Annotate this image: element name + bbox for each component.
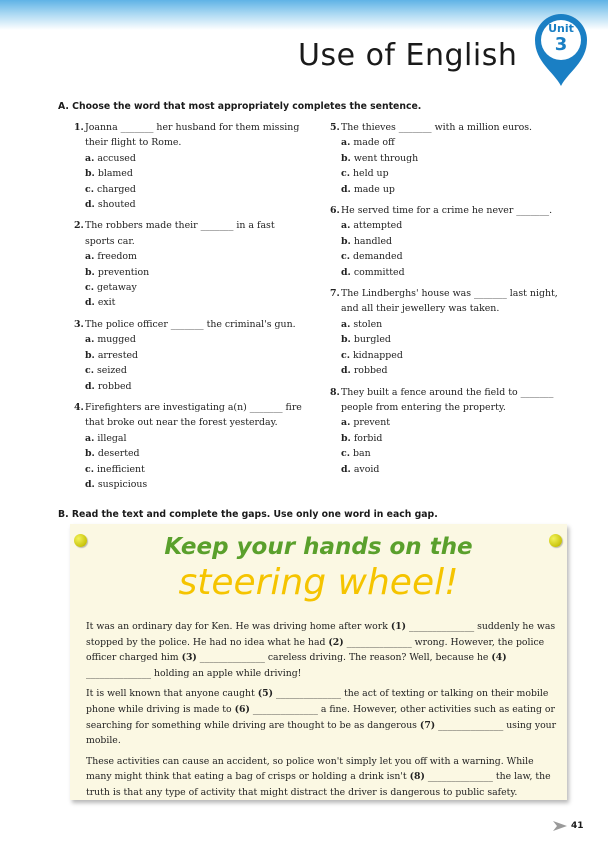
option-text: arrested: [97, 349, 139, 361]
answer-option: [74, 166, 306, 181]
option-text: went through: [353, 152, 419, 164]
question-stem: The thieves _______ with a million euros.: [341, 122, 533, 133]
question-number: 2.: [74, 220, 84, 232]
option-text: shouted: [97, 199, 136, 211]
option-letter: b.: [341, 235, 351, 247]
answer-option: [330, 462, 562, 477]
option-letter: d.: [85, 199, 95, 211]
option-text: inefficient: [96, 463, 145, 475]
question-item: [330, 120, 562, 197]
option-text: robbed: [97, 380, 132, 392]
answer-option: [74, 348, 306, 363]
answer-option: [74, 151, 306, 166]
option-text: forbid: [353, 432, 383, 444]
question-stem: He served time for a crime he never _______.: [341, 205, 553, 217]
text-segment: ______________ suddenly he was stopped by the police. He had no idea what he had: [86, 621, 556, 648]
option-text: robbed: [353, 365, 388, 377]
answer-option: [330, 151, 562, 166]
option-letter: a.: [85, 334, 95, 346]
question-stem: Joanna _______ her husband for them missing their flight to Rome.: [85, 122, 300, 149]
answer-option: [330, 249, 562, 264]
option-text: freedom: [97, 251, 137, 263]
option-text: kidnapped: [352, 349, 403, 361]
option-text: committed: [353, 266, 405, 278]
text-paragraph: [86, 686, 558, 748]
question-number: 1.: [74, 122, 84, 133]
answer-option: [74, 363, 306, 378]
gap-number: (6): [234, 703, 250, 715]
option-letter: a.: [85, 152, 95, 164]
option-letter: b.: [341, 152, 351, 164]
option-text: mugged: [97, 334, 136, 346]
question-item: [330, 385, 562, 477]
option-letter: b.: [85, 349, 95, 361]
answer-option: [330, 348, 562, 363]
section-b-instruction: B. Read the text and complete the gaps. Use only one word in each gap.: [58, 509, 438, 520]
arrow-right-icon: [553, 821, 567, 831]
page-footer: [553, 821, 584, 831]
gap-number: (7): [419, 719, 436, 731]
question-number: 3.: [74, 318, 84, 330]
option-text: illegal: [97, 432, 127, 444]
answer-option: [74, 182, 306, 197]
option-text: suspicious: [97, 478, 148, 490]
gap-number: (1): [390, 621, 407, 632]
text-segment: ______________ the law, the truth is that any type of activity that might distract the driver is dangerous to public safety.: [86, 771, 551, 798]
option-text: accused: [97, 152, 136, 164]
answer-option: [330, 182, 562, 197]
answer-option: [74, 265, 306, 280]
section-a-instruction: A. Choose the word that most appropriately completes the sentence.: [58, 101, 422, 112]
question-number: 5.: [330, 122, 340, 133]
gap-number: (5): [257, 688, 273, 700]
answer-option: [74, 295, 306, 310]
option-text: made up: [353, 183, 395, 195]
option-letter: c.: [85, 365, 94, 377]
option-letter: d.: [85, 380, 95, 392]
text-segment: It is well known that anyone caught: [86, 688, 258, 700]
option-text: prevent: [353, 417, 391, 429]
option-text: blamed: [97, 168, 133, 180]
option-text: ban: [352, 448, 371, 460]
option-text: demanded: [352, 251, 403, 263]
option-letter: a.: [85, 251, 95, 263]
option-letter: b.: [341, 334, 351, 346]
option-letter: d.: [341, 266, 351, 278]
unit-label: Unit: [548, 22, 574, 35]
gap-number: (3): [181, 652, 197, 664]
option-letter: c.: [85, 282, 94, 294]
option-letter: d.: [85, 297, 95, 309]
option-letter: a.: [85, 432, 95, 444]
question-item: [74, 120, 306, 212]
option-letter: b.: [341, 432, 351, 444]
option-text: deserted: [97, 448, 140, 460]
text-segment: ______________ holding an apple while driving!: [86, 667, 302, 679]
option-letter: b.: [85, 448, 95, 460]
unit-number: 3: [554, 34, 568, 55]
page-title: Use of English: [298, 38, 518, 73]
option-text: handled: [353, 235, 393, 247]
option-letter: a.: [341, 220, 351, 232]
question-item: [74, 317, 306, 394]
question-item: [74, 218, 306, 310]
option-letter: d.: [85, 478, 95, 490]
answer-option: [74, 332, 306, 347]
option-letter: c.: [341, 168, 350, 180]
answer-option: [330, 446, 562, 461]
text-paragraph: [86, 619, 558, 681]
option-text: made off: [353, 137, 395, 149]
option-letter: a.: [341, 417, 351, 429]
question-number: 8.: [330, 386, 340, 398]
answer-option: [330, 415, 562, 430]
text-segment: ______________ a fine. However, other activities such as eating or searching for something while driving are thought to be as dangerous: [86, 703, 555, 731]
gap-number: (4): [491, 652, 507, 664]
answer-option: [330, 431, 562, 446]
option-letter: c.: [341, 448, 350, 460]
text-segment: ______________ wrong. However, the police officer charged him: [86, 636, 545, 664]
unit-badge: [532, 12, 590, 88]
answer-option: [330, 317, 562, 332]
option-text: burgled: [353, 334, 391, 346]
option-letter: a.: [341, 318, 351, 330]
option-text: seized: [96, 365, 127, 377]
text-segment: These activities can cause an accident, so police won't simply let you off with a warning. While many might think that eating a bag of crisps or holding a drink isn't: [86, 755, 534, 783]
answer-option: [330, 234, 562, 249]
text-segment: ______________ using your mobile.: [86, 719, 557, 747]
questions-column-left: [74, 120, 306, 498]
answer-option: [74, 446, 306, 461]
question-stem: They built a fence around the field to _______ people from entering the property.: [341, 386, 554, 413]
option-text: getaway: [96, 282, 137, 294]
text-segment: ______________ careless driving. The reason? Well, because he: [196, 652, 492, 664]
answer-option: [74, 379, 306, 394]
option-letter: c.: [85, 183, 94, 195]
answer-option: [74, 249, 306, 264]
text-title-line2: steering wheel!: [178, 562, 459, 603]
question-stem: The Lindberghs' house was _______ last night, and all their jewellery was taken.: [341, 288, 558, 315]
option-letter: b.: [85, 266, 95, 278]
gap-number: (2): [328, 636, 344, 648]
option-letter: c.: [341, 251, 350, 263]
question-number: 6.: [330, 205, 340, 217]
header-band: [0, 0, 608, 30]
answer-option: [74, 280, 306, 295]
answer-option: [330, 135, 562, 150]
answer-option: [330, 363, 562, 378]
option-text: exit: [97, 297, 116, 309]
option-letter: d.: [341, 365, 351, 377]
text-segment: ______________ the act of texting or talking on their mobile phone while driving is made to: [86, 688, 549, 715]
text-title-line1: Keep your hands on the: [164, 534, 473, 560]
page-number: 41: [571, 821, 584, 831]
option-letter: d.: [341, 463, 351, 475]
option-text: avoid: [353, 463, 380, 475]
text-body: [86, 619, 558, 806]
option-text: held up: [352, 168, 389, 180]
answer-option: [330, 265, 562, 280]
question-stem: The robbers made their _______ in a fast sports car.: [85, 220, 275, 247]
option-text: charged: [96, 183, 136, 195]
answer-option: [74, 431, 306, 446]
question-item: [330, 203, 562, 280]
option-text: attempted: [353, 220, 403, 232]
question-stem: Firefighters are investigating a(n) _______ fire that broke out near the forest yesterday.: [85, 401, 302, 429]
answer-option: [74, 197, 306, 212]
gap-number: (8): [409, 771, 425, 783]
text-segment: It was an ordinary day for Ken. He was driving home after work: [86, 621, 391, 632]
answer-option: [330, 332, 562, 347]
option-letter: c.: [341, 349, 350, 361]
option-text: stolen: [353, 318, 383, 330]
question-stem: The police officer _______ the criminal's gun.: [85, 318, 296, 330]
answer-option: [74, 462, 306, 477]
answer-option: [330, 166, 562, 181]
option-letter: c.: [85, 463, 94, 475]
option-letter: d.: [341, 183, 351, 195]
option-letter: b.: [85, 168, 95, 180]
reading-text-card: [70, 524, 567, 800]
questions-column-right: [330, 120, 562, 483]
option-text: prevention: [97, 266, 150, 278]
text-paragraph: [86, 754, 558, 801]
question-number: 4.: [74, 401, 84, 413]
question-item: [74, 400, 306, 492]
question-item: [330, 286, 562, 378]
option-letter: a.: [341, 137, 351, 149]
question-number: 7.: [330, 288, 340, 300]
answer-option: [330, 218, 562, 233]
answer-option: [74, 477, 306, 492]
